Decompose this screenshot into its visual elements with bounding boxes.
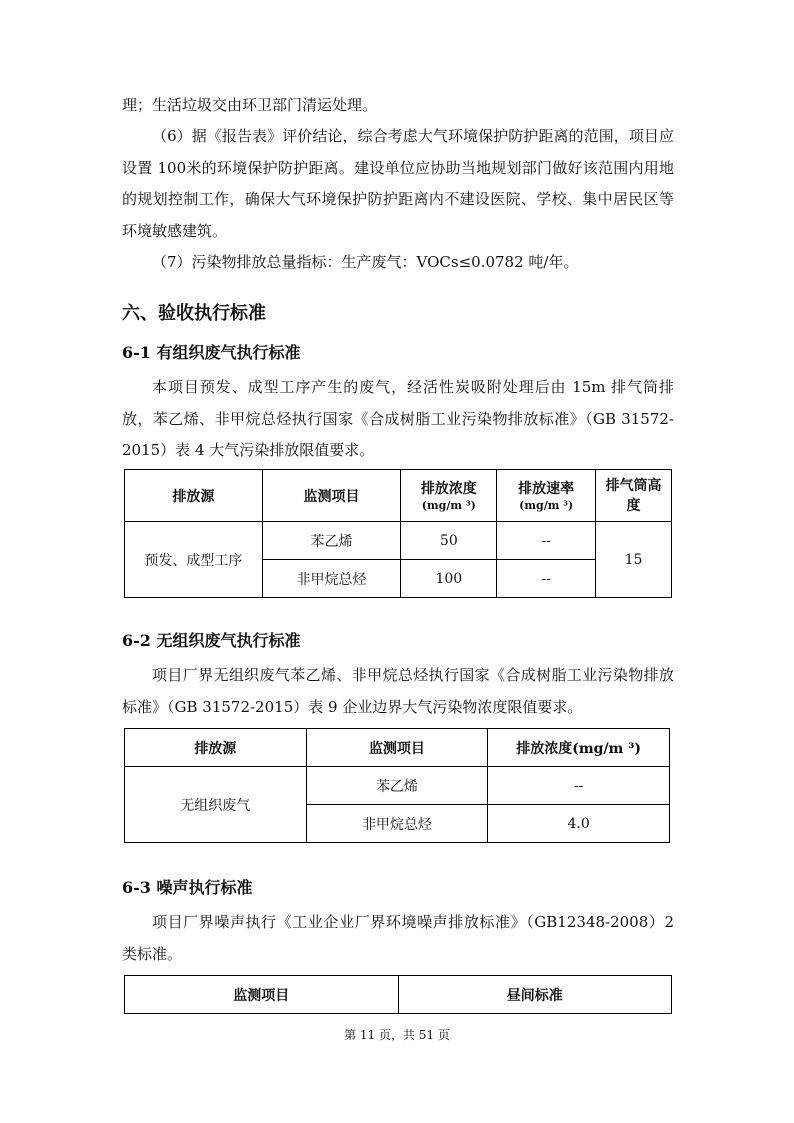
cell-stack-height: 15 [596, 522, 672, 598]
subsection-title-6-3: 6-3 噪声执行标准 [122, 878, 253, 897]
header-rate [497, 470, 596, 522]
cell-source: 预发、成型工序 [125, 522, 263, 598]
header-concentration [401, 470, 497, 522]
cell-concentration: 100 [401, 560, 497, 598]
header-item: 监测项目 [262, 470, 401, 522]
cell-concentration: -- [488, 767, 670, 805]
paragraph-item-6: （6）据《报告表》评价结论，综合考虑大气环境保护防护距离的范围，项目应设置 100米的环境保护防护距离。建设单位应协助当地规划部门做好该范围内用地的规划控制工作，确保大气环境保护防护距离内不建设医院、学校、集中居民区等环境敏感建筑。 [122, 127, 674, 240]
cell-rate: -- [497, 560, 596, 598]
subsection-title-6-2: 6-2 无组织废气执行标准 [122, 631, 301, 650]
paragraph-waste: 理；生活垃圾交由环卫部门清运处理。 [122, 96, 378, 114]
paragraph-item-7: （7）污染物排放总量指标：生产废气：VOCs≤0.0782 吨/年。 [152, 253, 579, 271]
cell-item: 非甲烷总烃 [306, 805, 488, 843]
header-source: 排放源 [125, 729, 307, 767]
table-header-row [125, 976, 672, 1014]
cell-item: 苯乙烯 [262, 522, 401, 560]
table-header-row [125, 729, 670, 767]
table-row [125, 767, 670, 805]
header-concentration-unit: (mg/m ³) [421, 498, 476, 512]
table-noise [124, 975, 672, 1014]
table-row [125, 522, 672, 560]
header-concentration-label: 排放浓度 [420, 480, 477, 497]
paragraph-6-3: 项目厂界噪声执行《工业企业厂界环境噪声排放标准》（GB12348-2008）2 类标准。 [122, 913, 674, 963]
paragraph-6-1: 本项目预发、成型工序产生的废气，经活性炭吸附处理后由 15m 排气筒排放，苯乙烯、非甲烷总烃执行国家《合成树脂工业污染物排放标准》（GB 31572-2015）表 4 大气污染排放限值要求。 [122, 378, 674, 459]
cell-item: 非甲烷总烃 [262, 560, 401, 598]
cell-concentration: 4.0 [488, 805, 670, 843]
page-footer: 第 11 页，共 51 页 [344, 1028, 450, 1042]
section-title: 六、验收执行标准 [122, 303, 266, 324]
header-concentration: 排放浓度(mg/m ³) [488, 729, 670, 767]
cell-source: 无组织废气 [125, 767, 307, 843]
cell-rate: -- [497, 522, 596, 560]
header-rate-unit: (mg/m ³) [519, 498, 574, 512]
cell-item: 苯乙烯 [306, 767, 488, 805]
subsection-title-6-1: 6-1 有组织废气执行标准 [122, 343, 301, 362]
table-header-row [125, 470, 672, 522]
table-organized-emission [124, 469, 672, 598]
header-stack-height: 排气筒高度 [596, 470, 672, 522]
header-item: 监测项目 [125, 976, 399, 1014]
header-item: 监测项目 [306, 729, 488, 767]
header-source: 排放源 [125, 470, 263, 522]
cell-concentration: 50 [401, 522, 497, 560]
table-fugitive-emission [124, 728, 670, 843]
header-rate-label: 排放速率 [518, 480, 575, 497]
paragraph-6-2: 项目厂界无组织废气苯乙烯、非甲烷总烃执行国家《合成树脂工业污染物排放标准》（GB 31572-2015）表 9 企业边界大气污染物浓度限值要求。 [122, 666, 674, 716]
header-day-standard: 昼间标准 [398, 976, 672, 1014]
